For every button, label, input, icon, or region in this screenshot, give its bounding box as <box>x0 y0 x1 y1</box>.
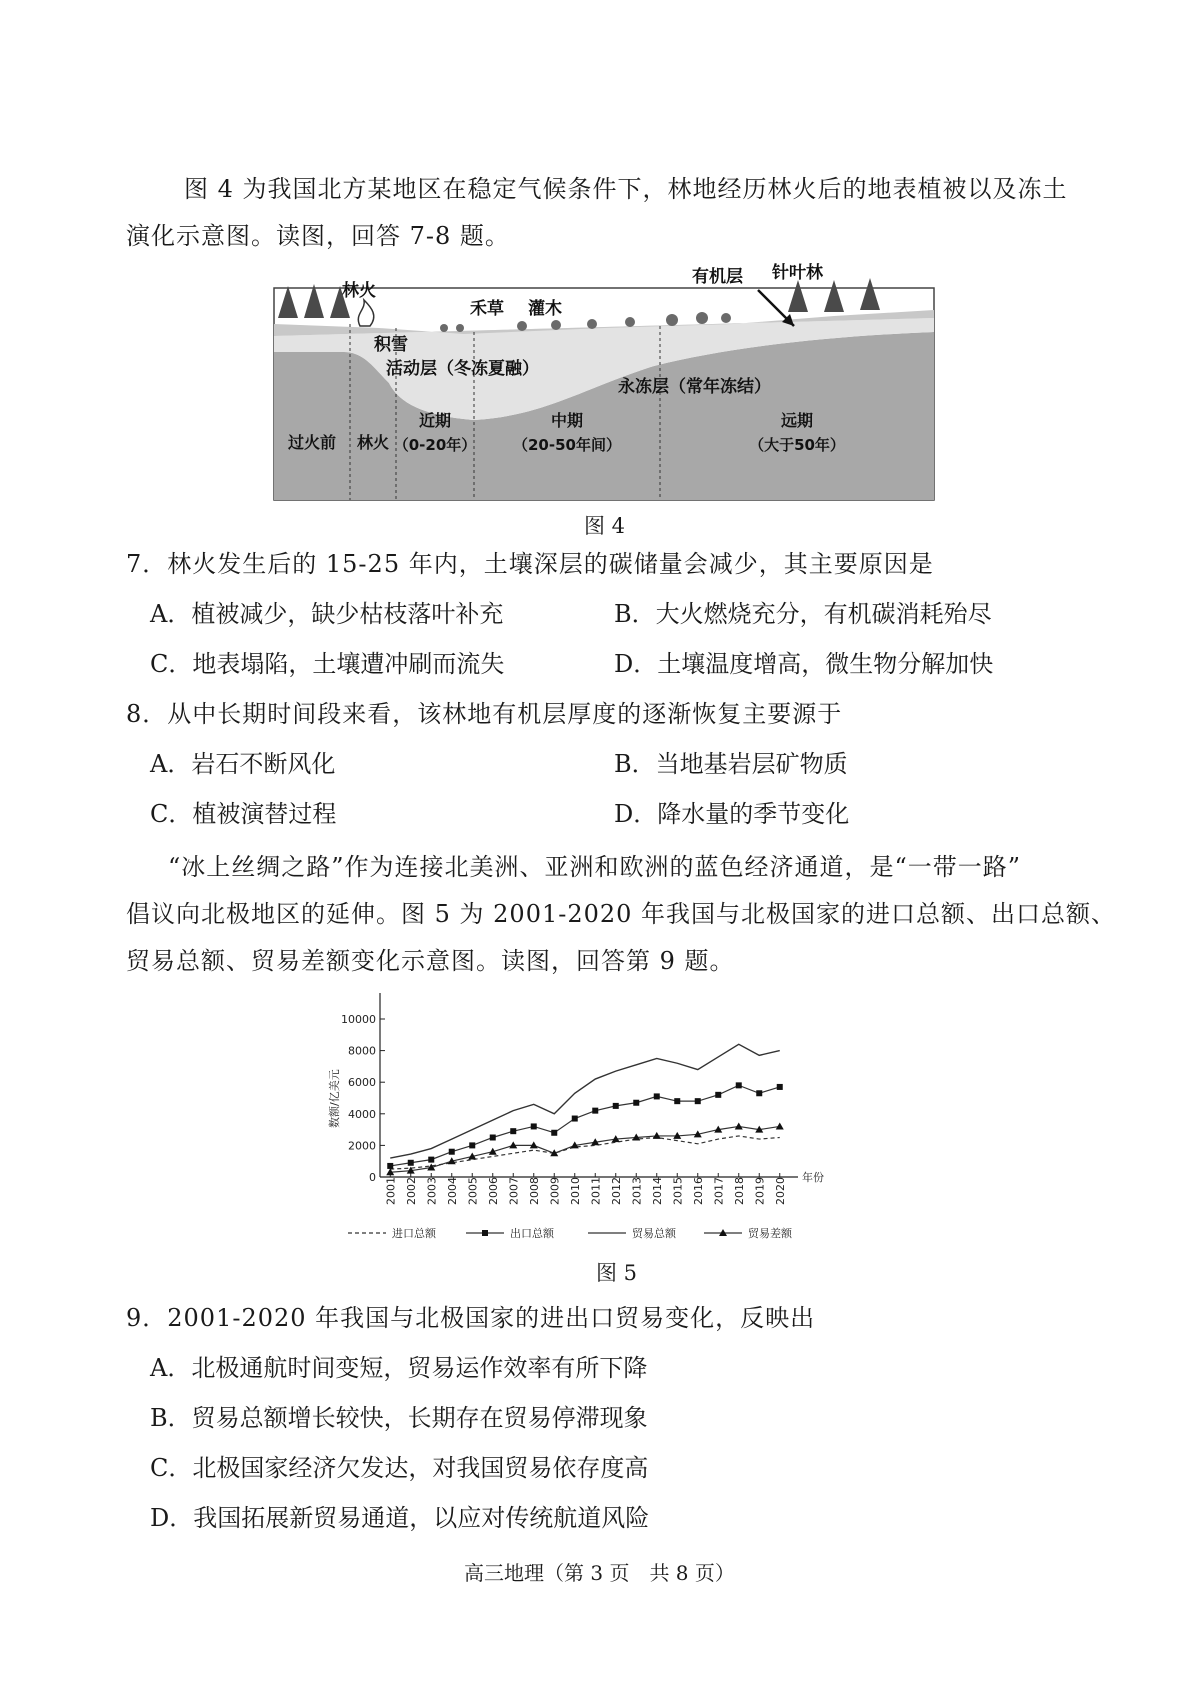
stage-label: 中期 <box>550 411 584 430</box>
x-tick-label: 2011 <box>589 1177 603 1205</box>
intro-2-line-1: “冰上丝绸之路”作为连接北美洲、亚洲和欧洲的蓝色经济通道，是“一带一路” <box>168 853 1022 881</box>
question-9-stem: 9．2001-2020 年我国与北极国家的进出口贸易变化，反映出 <box>126 1304 816 1332</box>
label-fire: 林火 <box>342 281 376 301</box>
data-point <box>674 1098 680 1104</box>
legend-label: 出口总额 <box>510 1227 554 1240</box>
question-7-option-b: B．大火燃烧充分，有机碳消耗殆尽 <box>614 600 992 628</box>
question-9-option-b: B．贸易总额增长较快，长期存在贸易停滞现象 <box>150 1404 648 1432</box>
y-tick-label: 0 <box>369 1171 376 1184</box>
stage-label: 近期 <box>418 411 452 430</box>
data-point <box>490 1135 496 1141</box>
data-point <box>715 1092 721 1098</box>
data-point <box>777 1084 783 1090</box>
series-line <box>390 1126 780 1172</box>
x-tick-label: 2013 <box>630 1177 644 1205</box>
data-point <box>572 1116 578 1122</box>
x-tick-label: 2020 <box>773 1177 787 1205</box>
y-tick-label: 8000 <box>348 1044 376 1058</box>
stage-years: （大于50年） <box>749 436 845 454</box>
data-point <box>756 1090 762 1096</box>
label-grass: 禾草 <box>470 299 504 319</box>
x-tick-label: 2004 <box>445 1177 459 1205</box>
label-organic-layer: 有机层 <box>692 267 743 287</box>
x-tick-label: 2018 <box>732 1177 746 1205</box>
x-tick-label: 2003 <box>425 1177 439 1205</box>
question-9-option-a: A．北极通航时间变短，贸易运作效率有所下降 <box>150 1354 648 1382</box>
legend-label: 进口总额 <box>392 1227 436 1240</box>
data-point <box>633 1100 639 1106</box>
intro-2-line-2: 倡议向北极地区的延伸。图 5 为 2001-2020 年我国与北极国家的进口总额、出口总额、 <box>126 900 1117 928</box>
question-8-option-b: B．当地基岩层矿物质 <box>614 750 848 778</box>
data-point <box>469 1142 475 1148</box>
stage-label: 林火 <box>356 433 390 452</box>
label-snow: 积雪 <box>374 335 408 355</box>
y-tick-label: 6000 <box>348 1076 376 1090</box>
question-8-option-a: A．岩石不断风化 <box>150 750 336 778</box>
data-point <box>735 1122 743 1129</box>
x-tick-label: 2014 <box>650 1177 664 1205</box>
data-point <box>531 1123 537 1129</box>
data-point <box>387 1163 393 1169</box>
y-tick-label: 10000 <box>341 1013 376 1026</box>
x-tick-label: 2002 <box>404 1177 418 1205</box>
label-permafrost: 永冻层（常年冻结） <box>618 377 771 397</box>
figure-4-svg <box>274 263 934 500</box>
legend-label: 贸易差额 <box>748 1227 792 1240</box>
data-point <box>510 1128 516 1134</box>
intro-1-line-1: 图 4 为我国北方某地区在稳定气候条件下，林地经历林火后的地表植被以及冻土 <box>184 175 1068 203</box>
x-tick-label: 2016 <box>691 1177 705 1205</box>
data-point <box>695 1098 701 1104</box>
legend-label: 贸易总额 <box>632 1227 676 1240</box>
question-7-option-a: A．植被减少，缺少枯枝落叶补充 <box>150 600 504 628</box>
figure-4-caption: 图 4 <box>584 514 626 538</box>
y-tick-label: 4000 <box>348 1107 376 1121</box>
question-8-option-d: D．降水量的季节变化 <box>614 800 850 828</box>
x-tick-label: 2009 <box>548 1177 562 1205</box>
intro-1-line-2: 演化示意图。读图，回答 7-8 题。 <box>126 222 510 250</box>
figure-4-diagram <box>274 263 934 500</box>
stage-years: （0-20年） <box>393 436 477 454</box>
x-tick-label: 2012 <box>609 1177 623 1205</box>
data-point <box>613 1103 619 1109</box>
question-9-option-d: D．我国拓展新贸易通道，以应对传统航道风险 <box>150 1504 650 1532</box>
question-7-option-c: C．地表塌陷，土壤遭冲刷而流失 <box>150 650 505 678</box>
data-point <box>408 1160 414 1166</box>
page-footer: 高三地理（第 3 页 共 8 页） <box>464 1561 735 1585</box>
x-tick-label: 2001 <box>384 1177 398 1205</box>
figure-5-chart <box>320 985 880 1255</box>
x-tick-label: 2015 <box>671 1177 685 1205</box>
data-point <box>654 1093 660 1099</box>
stage-label: 过火前 <box>287 433 337 452</box>
question-7-option-d: D．土壤温度增高，微生物分解加快 <box>614 650 994 678</box>
x-tick-label: 2006 <box>486 1177 500 1205</box>
question-8-option-c: C．植被演替过程 <box>150 800 337 828</box>
x-tick-label: 2017 <box>712 1177 726 1205</box>
x-tick-label: 2019 <box>753 1177 767 1205</box>
label-conifer: 针叶林 <box>772 263 823 283</box>
figure-5-caption: 图 5 <box>596 1261 638 1285</box>
x-tick-label: 2008 <box>527 1177 541 1205</box>
y-axis-title: 数额/亿美元 <box>328 1069 341 1128</box>
data-point <box>428 1157 434 1163</box>
question-8-stem: 8．从中长期时间段来看，该林地有机层厚度的逐渐恢复主要源于 <box>126 700 843 728</box>
data-point <box>736 1082 742 1088</box>
data-point <box>551 1130 557 1136</box>
stage-label: 远期 <box>780 411 814 430</box>
series-line <box>390 1085 780 1166</box>
x-tick-label: 2010 <box>568 1177 582 1205</box>
label-active-layer: 活动层（冬冻夏融） <box>386 359 539 379</box>
legend-marker <box>482 1230 488 1236</box>
stage-years: （20-50年间） <box>513 436 621 454</box>
data-point <box>592 1108 598 1114</box>
conifer-trees-left-icon <box>278 284 350 318</box>
x-axis-title: 年份 <box>802 1171 824 1184</box>
x-tick-label: 2005 <box>466 1177 480 1205</box>
question-9-option-c: C．北极国家经济欠发达，对我国贸易依存度高 <box>150 1454 649 1482</box>
data-point <box>776 1122 784 1129</box>
figure-5-svg <box>320 985 880 1255</box>
label-shrub: 灌木 <box>528 299 562 319</box>
data-point <box>449 1149 455 1155</box>
intro-2-line-3: 贸易总额、贸易差额变化示意图。读图，回答第 9 题。 <box>126 947 735 975</box>
conifer-trees-right-icon <box>788 278 880 312</box>
y-tick-label: 2000 <box>348 1139 376 1153</box>
series-line <box>390 1044 780 1158</box>
x-tick-label: 2007 <box>507 1177 521 1205</box>
question-7-stem: 7．林火发生后的 15-25 年内，土壤深层的碳储量会减少，其主要原因是 <box>126 550 934 578</box>
